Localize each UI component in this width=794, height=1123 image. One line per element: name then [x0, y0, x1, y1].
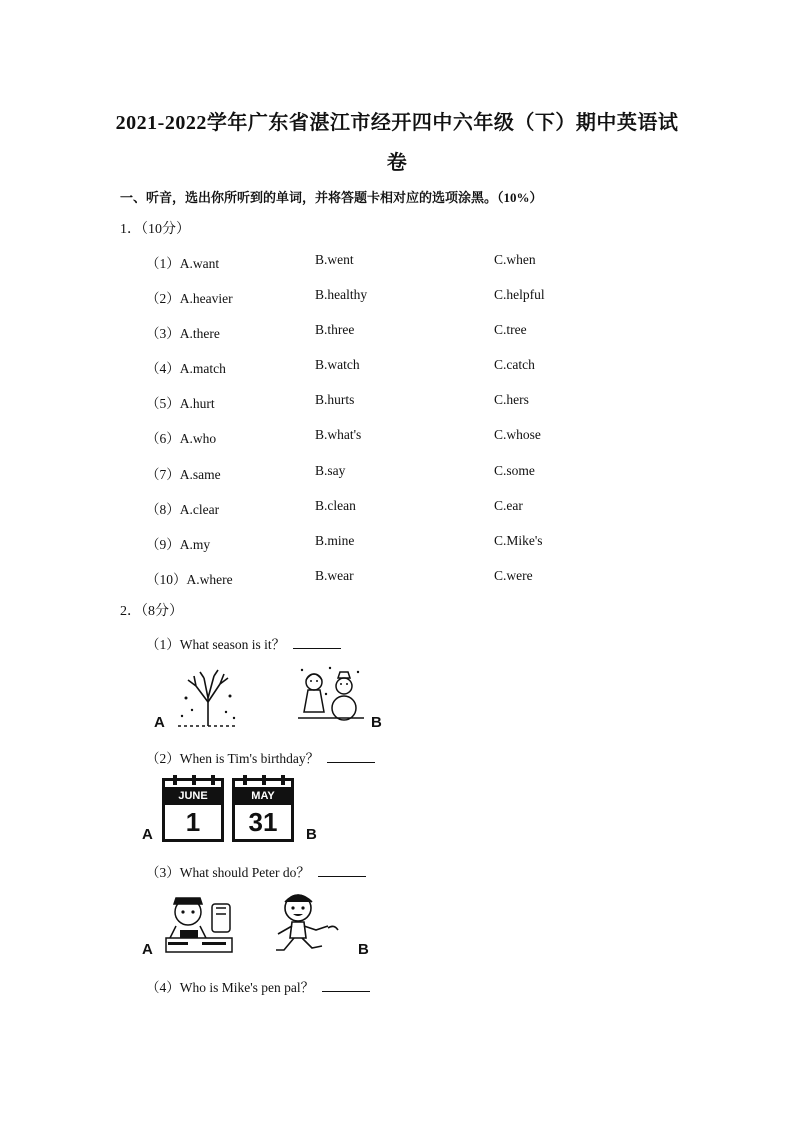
- q1-option-c[interactable]: C.whose: [494, 427, 541, 442]
- answer-blank[interactable]: [293, 636, 341, 649]
- q1-item-row: [146, 322, 666, 342]
- q1-item-lead: [146, 463, 221, 483]
- q1-item-lead: [146, 568, 233, 588]
- calendar-a-day: 1: [185, 807, 201, 837]
- q1-option-b[interactable]: B.what's: [315, 427, 362, 442]
- q1-item-row: [146, 427, 666, 447]
- q1-option-c[interactable]: C.when: [494, 252, 536, 267]
- q1-item-row: [146, 287, 666, 307]
- answer-blank[interactable]: [322, 979, 370, 992]
- question2-label: 2．（8分）: [120, 604, 183, 619]
- q2-sub3: [146, 861, 366, 881]
- q1-item-row: [146, 357, 666, 377]
- q1-item-number: （1）: [146, 256, 180, 271]
- q1-item-row: [146, 533, 666, 553]
- calendar-a-month: JUNE: [165, 787, 221, 805]
- answer-blank[interactable]: [327, 750, 375, 763]
- q1-option-b[interactable]: B.clean: [315, 498, 356, 513]
- q1-option-a[interactable]: A.clear: [179, 502, 220, 517]
- q1-option-a[interactable]: A.want: [179, 256, 220, 271]
- q1-item-lead: [146, 357, 226, 377]
- q1-option-b[interactable]: B.mine: [315, 533, 355, 548]
- answer-blank[interactable]: [318, 864, 366, 877]
- q2-sub4-text: （4）Who is Mike's pen pal？: [146, 980, 315, 995]
- q1-item-number: （10）: [146, 572, 187, 587]
- q2-sub1: [146, 633, 341, 653]
- q1-option-c[interactable]: C.Mike's: [494, 533, 543, 548]
- option-b-label: B: [358, 941, 369, 958]
- q1-item-number: （7）: [146, 467, 180, 482]
- q1-item-number: （6）: [146, 431, 180, 446]
- q1-item-lead: [146, 498, 219, 518]
- q1-option-a[interactable]: A.match: [179, 361, 226, 376]
- q1-item-lead: [146, 287, 233, 307]
- q1-item-number: （4）: [146, 361, 180, 376]
- q1-option-a[interactable]: A.same: [179, 467, 221, 482]
- q1-item-lead: [146, 533, 210, 553]
- bare-tree-image: [168, 668, 248, 728]
- q2-sub3-text: （3）What should Peter do？: [146, 865, 310, 880]
- calendar-b-day: 31: [248, 807, 278, 837]
- q1-option-b[interactable]: B.watch: [315, 357, 360, 372]
- page-title-line2: 卷: [386, 152, 408, 174]
- q1-option-a[interactable]: A.heavier: [179, 291, 233, 306]
- calendar-may-31: [232, 778, 294, 842]
- q1-option-c[interactable]: C.were: [494, 568, 533, 583]
- q2-sub4: [146, 976, 370, 996]
- q1-item-number: （2）: [146, 291, 180, 306]
- q1-item-row: [146, 498, 666, 518]
- q1-option-c[interactable]: C.some: [494, 463, 535, 478]
- option-a-label: A: [142, 941, 153, 958]
- option-b-label: B: [306, 826, 317, 843]
- q1-item-row: [146, 392, 666, 412]
- option-a-label: A: [154, 714, 165, 731]
- q1-option-b[interactable]: B.hurts: [315, 392, 355, 407]
- q1-option-a[interactable]: A.hurt: [179, 396, 215, 411]
- page-title-line1: 2021-2022学年广东省湛江市经开四中六年级（下）期中英语试: [115, 112, 679, 134]
- q1-option-a[interactable]: A.where: [186, 572, 233, 587]
- q1-option-b[interactable]: B.say: [315, 463, 346, 478]
- q1-option-b[interactable]: B.healthy: [315, 287, 368, 302]
- q1-item-number: （5）: [146, 396, 180, 411]
- q1-item-lead: [146, 427, 216, 447]
- q1-option-c[interactable]: C.ear: [494, 498, 523, 513]
- question1-label: 1．（10分）: [120, 222, 190, 237]
- q1-option-a[interactable]: A.who: [179, 431, 217, 446]
- q1-option-c[interactable]: C.tree: [494, 322, 527, 337]
- q1-item-row: [146, 568, 666, 588]
- calendar-june-1: [162, 778, 224, 842]
- q1-item-lead: [146, 392, 215, 412]
- boy-playing-image: [162, 894, 238, 954]
- q1-item-row: [146, 252, 666, 272]
- calendar-b-month: MAY: [235, 787, 291, 805]
- q1-option-a[interactable]: A.there: [179, 326, 220, 341]
- q1-option-b[interactable]: B.three: [315, 322, 355, 337]
- q1-option-c[interactable]: C.helpful: [494, 287, 545, 302]
- q1-option-b[interactable]: B.went: [315, 252, 354, 267]
- q1-item-row: [146, 463, 666, 483]
- q2-sub2-text: （2）When is Tim's birthday？: [146, 751, 320, 766]
- q1-option-b[interactable]: B.wear: [315, 568, 354, 583]
- option-b-label: B: [371, 714, 382, 731]
- q1-option-c[interactable]: C.catch: [494, 357, 535, 372]
- children-snowman-image: [296, 664, 366, 724]
- q1-item-number: （3）: [146, 326, 180, 341]
- section1-heading: 一、听音，选出你所听到的单词，并将答题卡相对应的选项涂黑。（10%）: [120, 190, 543, 205]
- q1-option-a[interactable]: A.my: [179, 537, 211, 552]
- q1-option-c[interactable]: C.hers: [494, 392, 529, 407]
- option-a-label: A: [142, 826, 153, 843]
- boy-running-image: [268, 890, 348, 956]
- q2-sub2: [146, 747, 375, 767]
- q2-sub1-text: （1）What season is it？: [146, 637, 286, 652]
- q1-item-number: （8）: [146, 502, 180, 517]
- q1-item-lead: [146, 252, 219, 272]
- q1-item-lead: [146, 322, 220, 342]
- q1-item-number: （9）: [146, 537, 180, 552]
